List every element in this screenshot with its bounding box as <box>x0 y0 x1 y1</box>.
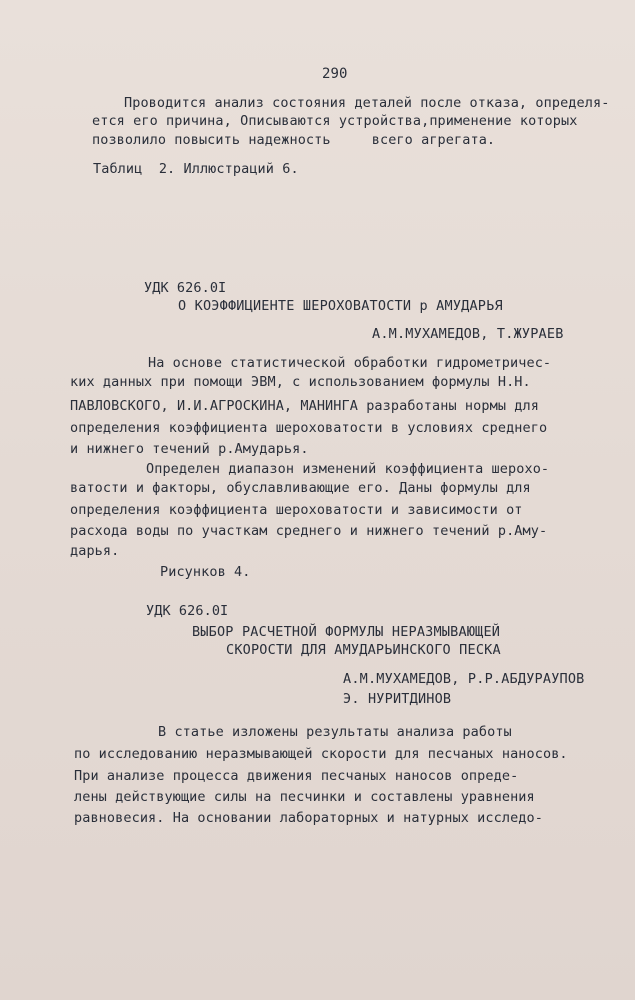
article1-figures: Рисунков 4. <box>160 564 251 580</box>
article1-para2-line: Определен диапазон изменений коэффициента шерохо- <box>146 461 550 477</box>
prev-abstract-meta: Таблиц 2. Иллюстраций 6. <box>93 161 299 177</box>
article2-udk: УДК 626.0I <box>146 603 229 619</box>
article1-para2-line: дарья. <box>70 543 120 559</box>
article2-title-line1: ВЫБОР РАСЧЕТНОЙ ФОРМУЛЫ НЕРАЗМЫВАЮЩЕЙ <box>192 624 501 640</box>
article1-para1-line: ких данных при помощи ЭВМ, с использованием формулы Н.Н. <box>70 374 531 390</box>
article1-udk: УДК 626.0I <box>144 280 227 296</box>
article1-para1-line: На основе статистической обработки гидрометричес- <box>148 355 552 371</box>
article2-para1-line: При анализе процесса движения песчаных наносов опреде- <box>74 768 519 784</box>
article2-para1-line: равновесия. На основании лабораторных и натурных исследо- <box>74 810 543 826</box>
prev-abstract-line: ется его причина, Описываются устройства,применение которых <box>92 113 578 129</box>
article2-para1-line: В статье изложены результаты анализа работы <box>158 724 512 740</box>
prev-abstract-line: Проводится анализ состояния деталей после отказа, определя- <box>124 95 610 111</box>
article2-authors-line1: А.М.МУХАМЕДОВ, Р.Р.АБДУРАУПОВ <box>343 671 585 687</box>
article2-authors-line2: Э. НУРИТДИНОВ <box>343 691 452 707</box>
article1-para1-line: и нижнего течений р.Амударья. <box>70 441 309 457</box>
article1-para2-line: ватости и факторы, обуславливающие его. Даны формулы для <box>70 480 531 496</box>
article1-title: О КОЭФФИЦИЕНТЕ ШЕРОХОВАТОСТИ р АМУДАРЬЯ <box>178 298 503 314</box>
article1-para2-line: определения коэффициента шероховатости и зависимости от <box>70 502 523 518</box>
article2-para1-line: лены действующие силы на песчинки и составлены уравнения <box>74 789 535 805</box>
article1-para1-line: определения коэффициента шероховатости в условиях среднего <box>70 420 548 436</box>
article1-para1-line: ПАВЛОВСКОГО, И.И.АГРОСКИНА, МАНИНГА разработаны нормы для <box>70 398 539 414</box>
article2-title-line2: СКОРОСТИ ДЛЯ АМУДАРЬИНСКОГО ПЕСКА <box>226 642 501 658</box>
prev-abstract-line: позволило повысить надежность всего агрегата. <box>92 132 496 148</box>
article1-para2-line: расхода воды по участкам среднего и нижнего течений р.Аму- <box>70 523 548 539</box>
article2-para1-line: по исследованию неразмывающей скорости для песчаных наносов. <box>74 746 568 762</box>
page-number: 290 <box>322 66 348 82</box>
article1-authors: А.М.МУХАМЕДОВ, Т.ЖУРАЕВ <box>372 326 564 342</box>
